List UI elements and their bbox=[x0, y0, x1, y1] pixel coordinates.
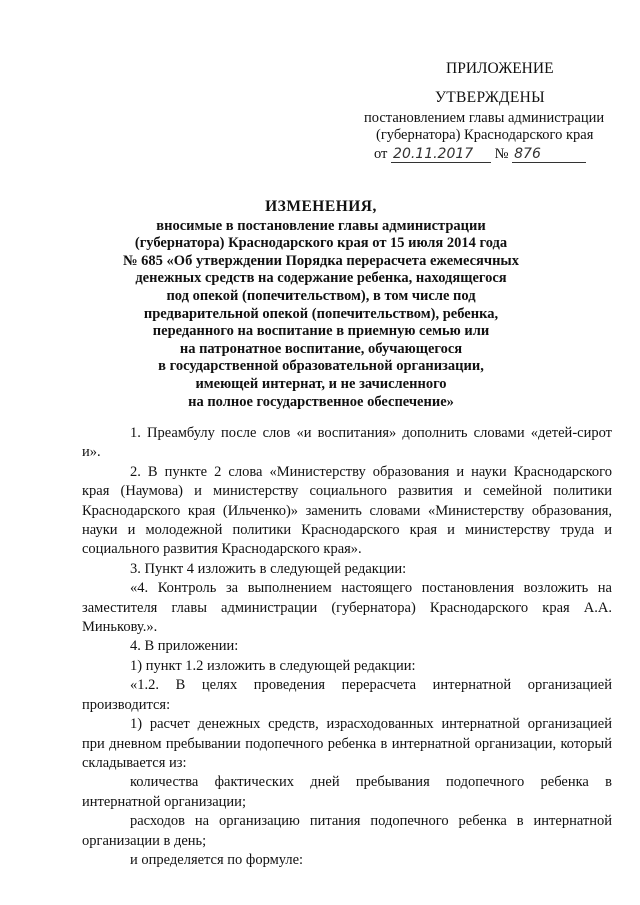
paragraph-7: «1.2. В целях проведения перерасчета интернатной организацией производится: bbox=[82, 677, 612, 713]
paragraph-11: и определяется по формуле: bbox=[130, 851, 304, 868]
title-line: (губернатора) Краснодарского края от 15 июля 2014 года bbox=[134, 235, 508, 252]
number-prefix: № bbox=[494, 146, 509, 162]
title-heading: ИЗМЕНЕНИЯ, bbox=[265, 198, 377, 215]
title-line: № 685 «Об утверждении Порядка перерасчета ежемесячных bbox=[122, 252, 520, 269]
title-line: переданного на воспитание в приемную семью или bbox=[152, 323, 490, 340]
title-line: под опекой (попечительством), в том числе под bbox=[166, 287, 476, 304]
title-line: имеющей интернат, и не зачисленного bbox=[195, 375, 447, 392]
title-line: предварительной опекой (попечительством), ребенка, bbox=[143, 305, 499, 322]
date-number-line bbox=[374, 146, 610, 163]
paragraph-9: количества фактических дней пребывания подопечного ребенка в интернатной организации; bbox=[82, 774, 612, 810]
document-body bbox=[82, 424, 612, 870]
date-prefix: от bbox=[374, 146, 388, 162]
paragraph-10: расходов на организацию питания подопечного ребенка в интернатной организации в день; bbox=[82, 813, 612, 849]
paragraph-8: 1) расчет денежных средств, израсходованных интернатной организацией при дневном пребывании подопечного ребенка в интернатной организации, который складывается из: bbox=[82, 716, 612, 771]
title-line: в государственной образовательной организации, bbox=[158, 358, 484, 375]
approved-label: УТВЕРЖДЕНЫ bbox=[435, 89, 545, 106]
paragraph-4: «4. Контроль за выполнением настоящего постановления возложить на заместителя главы администрации (губернатора) Краснодарского края А.А. Минькову.». bbox=[82, 580, 612, 636]
paragraph-1: 1. Преамбулу после слов «и воспитания» дополнить словами «детей-сирот и». bbox=[82, 425, 612, 461]
title-line: на полное государственное обеспечение» bbox=[188, 393, 454, 410]
paragraph-6: 1) пункт 1.2 изложить в следующей редакции: bbox=[130, 657, 416, 674]
paragraph-2: 2. В пункте 2 слова «Министерству образования и науки Краснодарского края (Наумова) и министерству социального развития и семейной политики Краснодарского края (Ильченко)» заменить словами «Министерству образования, науки и молодежной политики Краснодарского края и министерству труда и социального развития Краснодарского края». bbox=[82, 463, 612, 558]
approval-block bbox=[360, 60, 610, 163]
approval-line-2: (губернатора) Краснодарского края bbox=[376, 127, 594, 143]
paragraph-3: 3. Пункт 4 изложить в следующей редакции: bbox=[130, 560, 407, 577]
handwritten-number: 876 bbox=[512, 147, 586, 163]
document-title bbox=[90, 198, 552, 411]
paragraph-5: 4. В приложении: bbox=[130, 638, 239, 655]
appendix-label: ПРИЛОЖЕНИЕ bbox=[446, 60, 554, 77]
title-line: вносимые в постановление главы администрации bbox=[156, 217, 486, 234]
approval-line-1: постановлением главы администрации bbox=[364, 110, 605, 126]
title-line: на патронатное воспитание, обучающегося bbox=[179, 340, 463, 357]
title-line: денежных средств на содержание ребенка, находящегося bbox=[135, 270, 507, 287]
handwritten-date: 20.11.2017 bbox=[391, 147, 491, 163]
